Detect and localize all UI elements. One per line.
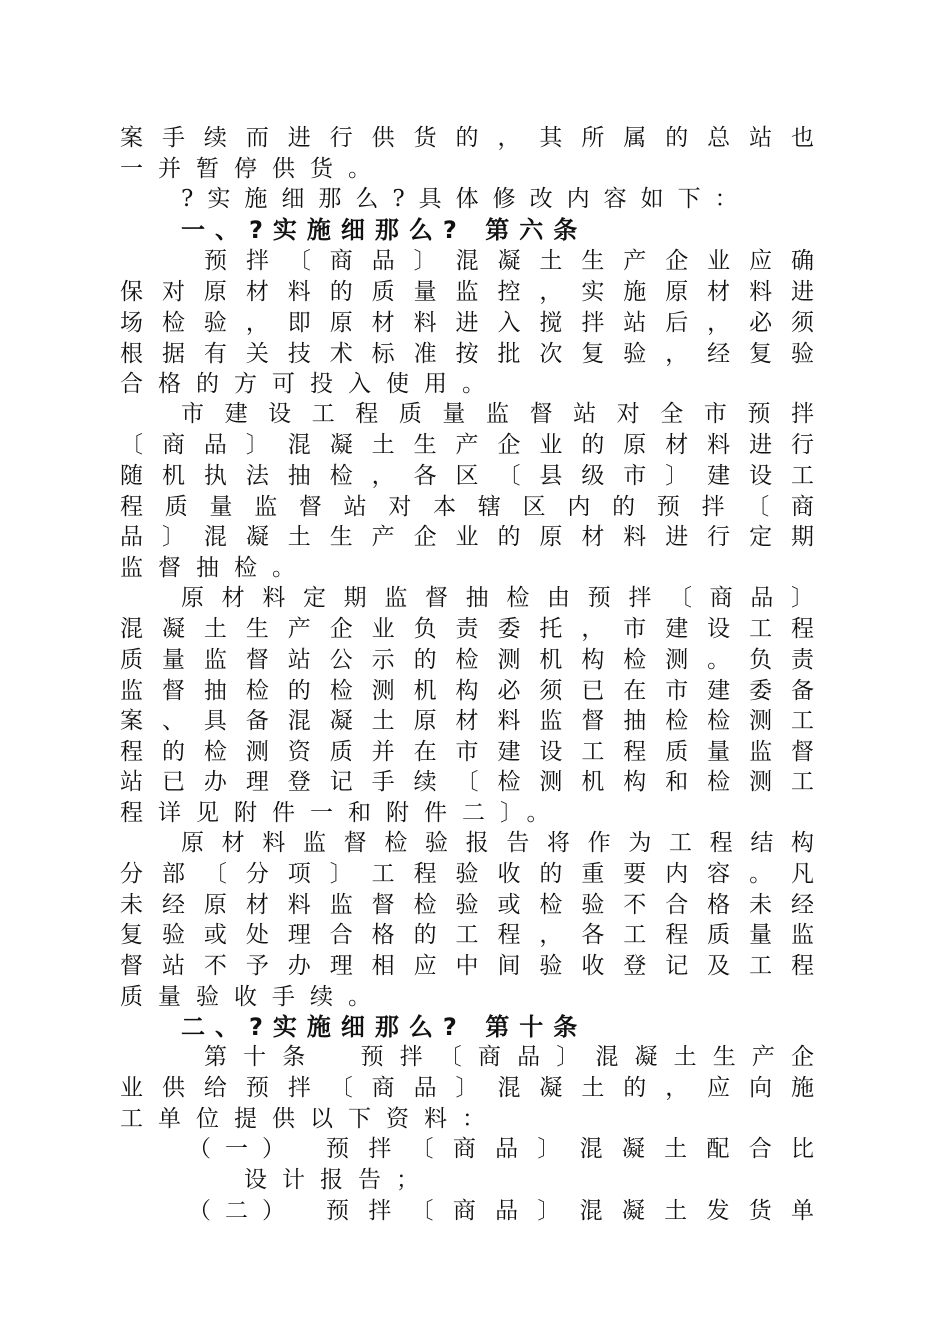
- intro-line: ?实施细那么?具体修改内容如下：: [181, 186, 752, 212]
- text-line: 站已办理登记手续〔检测机构和检测工: [120, 769, 814, 795]
- text-line: 随机执法抽检，各区〔县级市〕建设工: [120, 463, 814, 489]
- text-line: 〔商品〕混凝土生产企业的原材料进行: [120, 432, 814, 458]
- text-line: 保对原材料的质量监控，实施原材料进: [120, 279, 814, 305]
- text-line: 根据有关技术标准按批次复验，经复验: [120, 341, 814, 367]
- text-line: 业供给预拌〔商品〕混凝土的，应向施: [120, 1075, 814, 1101]
- text-line: 质量监督站公示的检测机构检测。负责: [120, 647, 814, 673]
- text-line: 第十条 预拌〔商品〕混凝土生产企: [204, 1044, 814, 1070]
- text-line: 程质量监督站对本辖区内的预拌〔商: [120, 494, 814, 520]
- list-item-text: 预拌〔商品〕混凝土配合比: [326, 1136, 814, 1162]
- list-item-number: （一）: [188, 1136, 299, 1162]
- text-line: 未经原材料监督检验或检验不合格未经: [120, 892, 814, 918]
- text-line: 程详见附件一和附件二〕。: [120, 800, 565, 826]
- text-line: 监督抽检的检测机构必须已在市建委备: [120, 678, 814, 704]
- list-item-number: （二）: [188, 1198, 299, 1224]
- text-line: 原材料监督检验报告将作为工程结构: [181, 830, 814, 856]
- section-heading-2: 二、?实施细那么? 第十条: [181, 1013, 588, 1041]
- text-line: 复验或处理合格的工程，各工程质量监: [120, 922, 814, 948]
- text-line: 监督抽检。: [120, 555, 310, 581]
- text-line: 场检验，即原材料进入搅拌站后，必须: [120, 310, 814, 336]
- text-line: 质量验收手续。: [120, 984, 386, 1010]
- text-line: 市建设工程质量监督站对全市预拌: [181, 401, 814, 427]
- text-line: 预拌〔商品〕混凝土生产企业应确: [204, 248, 814, 274]
- text-line: 案手续而进行供货的，其所属的总站也: [120, 125, 814, 151]
- text-line: 案、具备混凝土原材料监督抽检检测工: [120, 708, 814, 734]
- section-heading-1: 一、?实施细那么? 第六条: [181, 216, 588, 244]
- text-line: 督站不予办理相应中间验收登记及工程: [120, 953, 814, 979]
- text-line: 程的检测资质并在市建设工程质量监督: [120, 739, 814, 765]
- text-line: 分部〔分项〕工程验收的重要内容。凡: [120, 861, 814, 887]
- list-item-text: 预拌〔商品〕混凝土发货单: [326, 1198, 814, 1224]
- text-line: 原材料定期监督抽检由预拌〔商品〕: [181, 585, 814, 611]
- text-line: 混凝土生产企业负责委托，市建设工程: [120, 616, 814, 642]
- text-line: 品〕混凝土生产企业的原材料进行定期: [120, 524, 814, 550]
- list-item-text: 设计报告；: [244, 1167, 434, 1193]
- text-line: 一并暂停供货。: [120, 156, 386, 182]
- text-line: 工单位提供以下资料：: [120, 1106, 500, 1132]
- text-line: 合格的方可投入使用。: [120, 371, 500, 397]
